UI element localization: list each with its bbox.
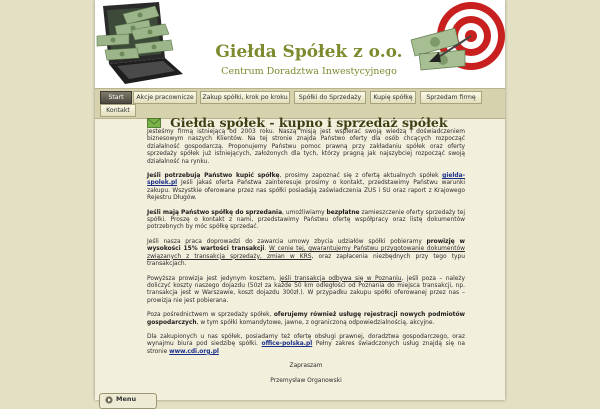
nav-item-kupie-spolke[interactable]: Kupię spółkę <box>370 91 416 104</box>
text-span: Powyższa prowizja jest jedynym kosztem, <box>147 275 280 282</box>
site-header <box>95 0 505 88</box>
free-label: bezpłatne <box>326 209 360 216</box>
target-dart-icon <box>409 0 505 88</box>
text-span: , prosimy zapoznać się z ofertą aktualnych spółek <box>279 173 443 180</box>
text-span: , w tym spółki komandytowe, jawne, z ograniczoną odpowiedzialnością, akcyjne. <box>196 319 435 326</box>
nav-item-sprzedam-firme[interactable]: Sprzedam firmę <box>420 91 482 104</box>
services-paragraph <box>147 334 465 356</box>
nav-item-akcje-pracownicze[interactable]: Akcje pracownicze <box>133 91 197 104</box>
text-span: , oraz zapłacenia niezbędnych przy tego typu transakcjach. <box>147 253 465 268</box>
text-span: zamieszczenie oferty sprzedaży tej spółki. Proszę o kontakt z nami, przedstawimy Państwu ofertę współpracy oraz listę dokumentów potrzebnych by móc spółkę sprzedać. <box>147 209 465 231</box>
buy-company-lead: Jeśli potrzebują Państwo kupić spółkę <box>147 173 280 180</box>
page-heading <box>147 112 447 130</box>
costs-paragraph <box>147 276 465 306</box>
nav-item-start[interactable]: Start <box>100 91 132 104</box>
nav-item-zakup-spolki[interactable]: Zakup spółki, krok po kroku <box>200 91 290 104</box>
text-span: , jeśli poza – należy doliczyć koszty naszego dojazdu (50zł za każde 50 km odległości od Poznania do miejsca transakcji, np. transakcja jest w Warszawie, koszt dojazdu 300zł.). W przypadku zakupu spółki oferowanej przez nas – prowizja nie jest pobierana. <box>147 275 466 304</box>
laptop-money-icon <box>95 0 187 88</box>
gielda-spolek-link[interactable]: gielda-spolek.pl <box>147 173 466 187</box>
main-content <box>147 129 465 392</box>
text-span: Jeśli jakaś oferta Państwa zainteresuje prosimy o kontakt, przedstawimy Państwu warunki zakupu. Wszystkie oferowane przez nas spółki posiadają zaświadczenia ZUS i SU oraz raport z Krajowego Rejestru Długów. <box>147 180 465 202</box>
site-title: Giełda Spółek z o.o. <box>215 42 403 62</box>
text-span: Poza pośrednictwem w sprzedaży spółek, <box>147 312 274 319</box>
text-span: , umożliwiamy <box>282 209 327 216</box>
sell-company-lead: Jeśli mają Państwo spółkę do sprzedania <box>147 209 283 216</box>
page-title: Giełda spółek - kupno i sprzedaż spółek <box>170 115 448 130</box>
signature-greeting: Zapraszam <box>289 363 323 370</box>
intro-paragraph: Jesteśmy firmą istniejącą od 2003 roku. Naszą misją jest wspierać swoją wiedzą i doświadczeniem biznesowym naszych Klientów. Na tej stronie znajda Państwo oferty dla osób chcących rozpocząć działalność gospodarczą. Proponujemy Państwu pomoc prawną przy zakładaniu spółek oraz oferty sprzedaży spółek już istniejących, założonych dla tych, którzy pragną jak najszybciej rozpocząć swoją działalność na rynku. <box>147 129 465 165</box>
office-polska-link[interactable]: office-polska.pl <box>261 341 313 348</box>
signature-name: Przemysław Organowski <box>270 377 342 384</box>
registration-paragraph <box>147 312 465 327</box>
buy-company-paragraph <box>147 173 465 203</box>
text-span: Jeśli nasza praca doprowadzi do zawarcia umowy zbycia udziałów spółki pobieramy <box>147 238 427 245</box>
guarantee-text: W cenie tej, gwarantujemy Państwu przygotowanie dokumentów związanych z transakcją sprzedaży, zmian w KRS <box>147 246 466 260</box>
sidebar-menu-title: Menu <box>116 395 137 403</box>
site-subtitle: Centrum Doradztwa Inwestycyjnego <box>221 66 397 77</box>
cdi-link[interactable]: www.cdi.org.pl <box>169 348 219 355</box>
text-span: Pełny zakres świadczonych usług znajdą się na stronie <box>147 341 465 355</box>
arrow-right-icon <box>105 396 113 404</box>
commission-value: prowizję w wysokości 15% wartości transakcji <box>147 238 465 253</box>
sell-company-paragraph <box>147 210 465 232</box>
poznan-note: jeśli transakcja odbywa się w Poznaniu <box>279 275 402 282</box>
page-container <box>95 0 505 403</box>
registration-offer: oferujemy również usługę rejestracji nowych podmiotów gospodarczych <box>147 312 465 326</box>
text-span: Dla zakupionych u nas spółek, posiadamy też ofertę obsługi prawnej, doradztwa gospodarczego, oraz wynajmu biura pod siedzibę spółki. <box>147 333 465 348</box>
sidebar-menu-box[interactable] <box>99 393 157 409</box>
nav-item-kontakt[interactable]: Kontakt <box>100 104 136 117</box>
envelope-icon <box>147 117 161 128</box>
nav-item-spolki-do-sprzedazy[interactable]: Spółki do Sprzedaży <box>294 91 366 104</box>
text-span: . <box>264 246 270 253</box>
commission-paragraph <box>147 239 465 269</box>
